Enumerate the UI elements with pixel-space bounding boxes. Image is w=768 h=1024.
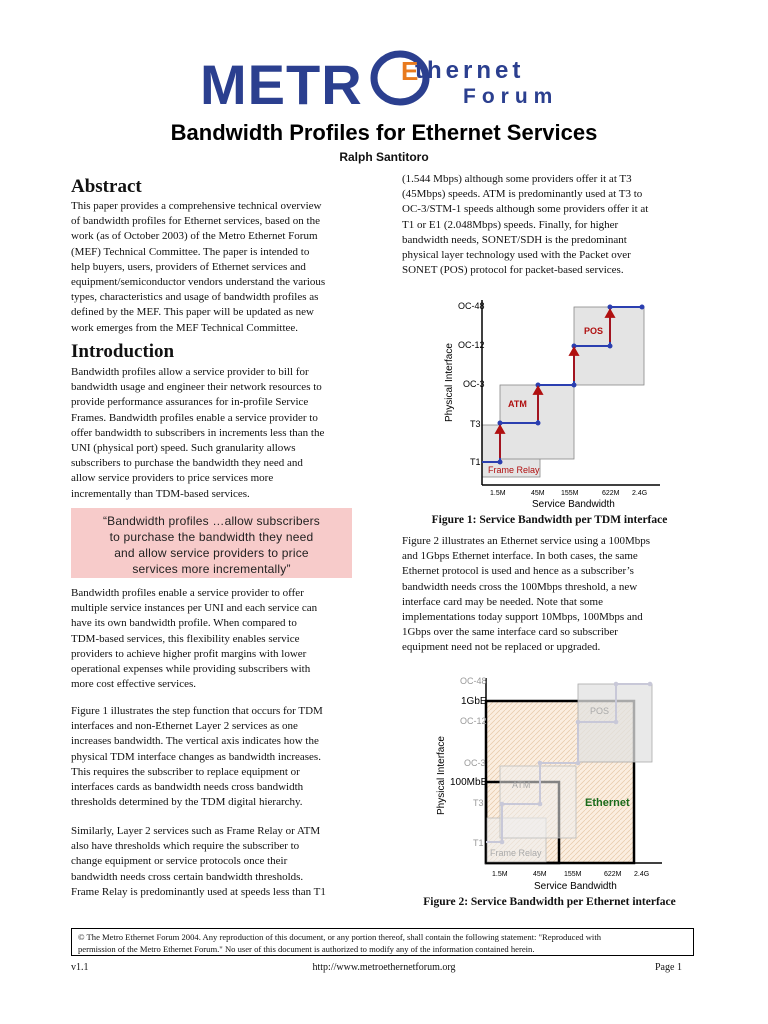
intro-paragraph-2: Bandwidth profiles enable a service provider to offer multiple service instances per UNI and each service can have its own bandwidth profile. When compared to TDM-based services, this flexibility enables service providers to achieve higher profit margins with lower operational expenses while providing subscribers with more cost effective services.	[71, 587, 318, 691]
fig2-xlabel-3: 155M	[564, 871, 582, 878]
abstract-text: This paper provides a comprehensive technical overview of bandwidth profiles for Ethernet services, based on the work (as of October 2003) of the Metro Ethernet Forum (MEF) Technical Committee. The paper is intended to help buyers, users, providers of Ethernet services and equipment/semiconductor vendors understand the various types, characteristics and usage of bandwidth profiles as defined by the MEF. This paper will be updated as new work emerges from the MEF Technical Committee.	[71, 200, 326, 334]
copyright-notice: © The Metro Ethernet Forum 2004. Any reproduction of this document, or any portion thereof, shall contain the following statement: "Reproduced with permission of the Metro Ethernet Forum." No user of this document is authorized to modify any of the information contained herein.	[71, 928, 694, 956]
fig2-xlabel-5: 2.4G	[634, 871, 650, 878]
author: Ralph Santitoro	[339, 150, 429, 164]
fig2-label-frame-relay: Frame Relay	[490, 848, 542, 858]
right-paragraph-1: (1.544 Mbps) although some providers offer it at T3 (45Mbps) speeds. ATM is predominantly used at T3 to OC-3/STM-1 speeds although some providers offer it at T1 or E1 (2.048Mbps) speeds. Finally, for higher bandwidth needs, SONET/SDH is the predominant physical layer technology used with the Packet over SONET (POS) protocol for packet-based services.	[402, 173, 649, 277]
fig1-xlabel-1: 1.5M	[490, 490, 506, 497]
website-url[interactable]: http://www.metroethernetforum.org	[312, 962, 456, 973]
mef-logo	[200, 50, 570, 110]
fig2-ylabel-100mbe: 100MbE	[450, 777, 488, 788]
right-paragraph-2: Figure 2 illustrates an Ethernet service using a 100Mbps and 1Gbps Ethernet interface. In both cases, the same Ethernet protocol is used and hence as a subscriber’s bandwidth needs cross the 100Mbps threshold, a new interface card may be needed. Note that some implementations today support 10Mbps, 100Mbps and 1Gbps over the same interface card so subscriber equipment need not be replaced or upgraded.	[402, 535, 651, 654]
figure-1-chart	[430, 292, 670, 510]
fig2-atm-region	[500, 766, 576, 838]
fig1-ylabel-oc3: OC-3	[463, 379, 485, 389]
fig2-y-title: Physical Interface	[436, 736, 447, 815]
figure-2-chart	[430, 670, 670, 894]
fig1-xlabel-5: 2.4G	[632, 490, 648, 497]
fig2-xlabel-2: 45M	[533, 871, 547, 878]
fig2-xlabel-1: 1.5M	[492, 871, 508, 878]
logo-e-letter: E	[401, 56, 419, 86]
fig1-xlabel-3: 155M	[561, 490, 579, 497]
logo-metro-text: METR	[200, 53, 363, 110]
fig1-ylabel-t1: T1	[470, 457, 481, 467]
fig1-label-atm: ATM	[508, 399, 527, 409]
intro-paragraph-4: Similarly, Layer 2 services such as Frame Relay or ATM also have thresholds which require the subscriber to change equipment or service protocols once their bandwidth needs cross certain bandwidth thresholds. Frame Relay is predominantly used at speeds less than T1	[71, 825, 326, 898]
fig1-xlabel-4: 622M	[602, 490, 620, 497]
fig1-ylabel-oc48: OC-48	[458, 301, 485, 311]
logo-forum-text: Forum	[463, 85, 559, 108]
fig1-x-title: Service Bandwidth	[532, 499, 615, 510]
figure-2-caption: Figure 2: Service Bandwidth per Ethernet interface	[423, 896, 676, 908]
fig1-ylabel-oc12: OC-12	[458, 340, 485, 350]
fig1-y-title: Physical Interface	[444, 343, 455, 422]
fig2-ylabel-t1: T1	[473, 838, 484, 848]
page-number: Page 1	[655, 962, 682, 973]
fig2-ylabel-1gbe: 1GbE	[461, 696, 487, 707]
version: v1.1	[71, 962, 89, 973]
intro-paragraph-3: Figure 1 illustrates the step function that occurs for TDM interfaces and non-Ethernet Layer 2 services as one increases bandwidth. The vertical axis indicates how the physical TDM interface changes as bandwidth increases. This requires the subscriber to replace equipment or interfaces cards as bandwidth needs cross bandwidth thresholds determined by the TDM digital hierarchy.	[71, 705, 323, 809]
fig2-ylabel-oc12: OC-12	[460, 716, 487, 726]
intro-paragraph-1: Bandwidth profiles allow a service provider to bill for bandwidth usage and engineer their network resources to provide performance assurances for in-profile Service Frames. Bandwidth profiles enable a service provider to offer bandwidth to subscribers in increments less than the UNI (physical port) speed. Such granularity allows subscribers to purchase the bandwidth they need and allow service providers to price services more incrementally than TDM-based services.	[71, 366, 325, 500]
fig2-label-ethernet: Ethernet	[585, 797, 630, 809]
fig2-x-title: Service Bandwidth	[534, 881, 617, 892]
fig1-label-frame-relay: Frame Relay	[488, 465, 540, 475]
fig2-ylabel-oc3: OC-3	[464, 758, 486, 768]
introduction-heading: Introduction	[71, 341, 175, 362]
fig1-xlabel-2: 45M	[531, 490, 545, 497]
fig1-ylabel-t3: T3	[470, 419, 481, 429]
fig2-label-atm: ATM	[512, 780, 531, 790]
fig2-ylabel-t3: T3	[473, 798, 484, 808]
fig2-ylabel-oc48: OC-48	[460, 676, 487, 686]
fig2-label-pos: POS	[590, 706, 610, 716]
abstract-heading: Abstract	[71, 176, 142, 197]
figure-1-caption: Figure 1: Service Bandwidth per TDM interface	[431, 514, 668, 526]
fig1-label-pos: POS	[584, 326, 604, 336]
pull-quote: “Bandwidth profiles …allow subscribers to purchase the bandwidth they need and allow service providers to price services more incrementally”	[71, 508, 352, 578]
page-title: Bandwidth Profiles for Ethernet Services	[170, 120, 598, 145]
fig2-xlabel-4: 622M	[604, 871, 622, 878]
logo-ethernet-text: thernet	[415, 57, 525, 84]
